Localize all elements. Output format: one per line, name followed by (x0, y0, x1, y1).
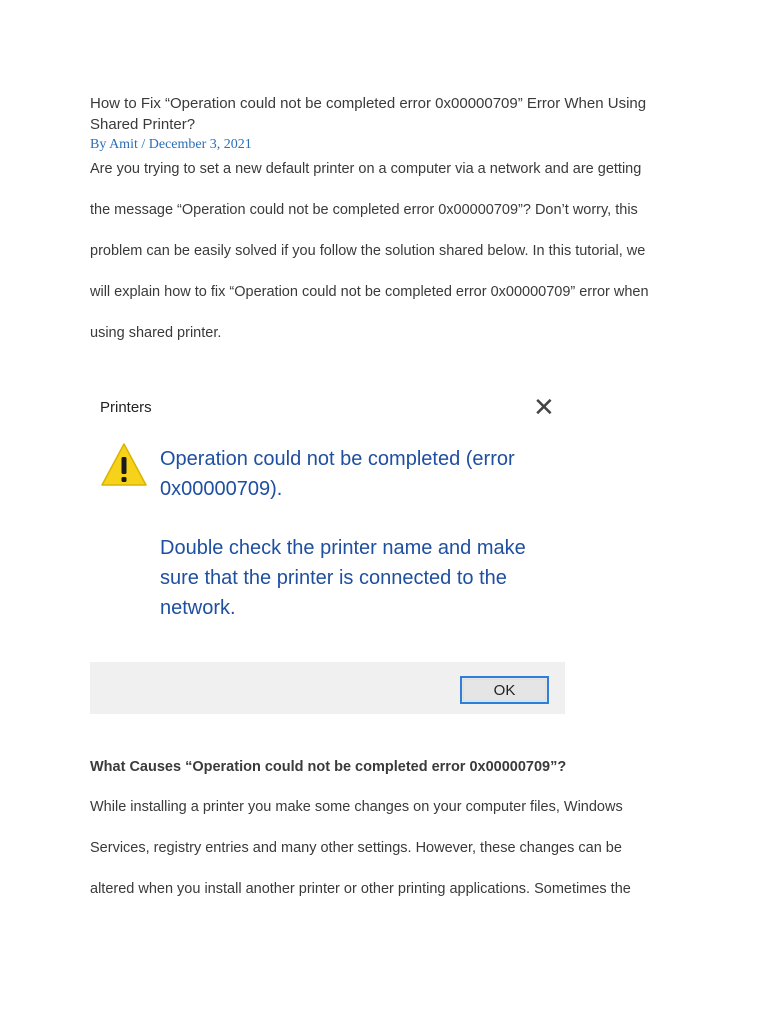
warning-icon (100, 442, 148, 488)
date-link[interactable]: December 3, 2021 (148, 137, 252, 152)
dialog-footer (90, 662, 565, 714)
byline-separator: / (137, 137, 149, 152)
article-header (90, 93, 690, 354)
causes-section (90, 752, 690, 910)
ok-button[interactable]: OK (460, 676, 549, 704)
intro-line: the message “Operation could not be completed error 0x00000709”? Don’t worry, this (90, 202, 638, 218)
article-title: How to Fix “Operation could not be completed error 0x00000709” Error When Using Shared Printer? (90, 95, 647, 133)
error-dialog-screenshot (90, 387, 565, 714)
dialog-message-hint: Double check the printer name and make sure that the printer is connected to the network. (160, 537, 526, 619)
causes-line: While installing a printer you make some changes on your computer files, Windows (90, 799, 623, 815)
causes-line: altered when you install another printer or other printing applications. Sometimes the (90, 881, 631, 897)
intro-line: using shared printer. (90, 325, 222, 341)
causes-paragraph (90, 787, 690, 910)
section-heading: What Causes “Operation could not be completed error 0x00000709”? (90, 759, 567, 775)
dialog-title: Printers (100, 399, 152, 416)
intro-line: problem can be easily solved if you follow the solution shared below. In this tutorial, we (90, 243, 646, 259)
intro-line: Are you trying to set a new default printer on a computer via a network and are getting (90, 161, 642, 177)
intro-paragraph (90, 149, 690, 354)
dialog-message-error: Operation could not be completed (error 0x00000709). (160, 448, 515, 500)
author-link[interactable]: By Amit (90, 137, 138, 152)
close-icon[interactable]: ✕ (533, 392, 555, 422)
intro-line: will explain how to fix “Operation could not be completed error 0x00000709” error when (90, 284, 649, 300)
causes-line: Services, registry entries and many other settings. However, these changes can be (90, 840, 622, 856)
